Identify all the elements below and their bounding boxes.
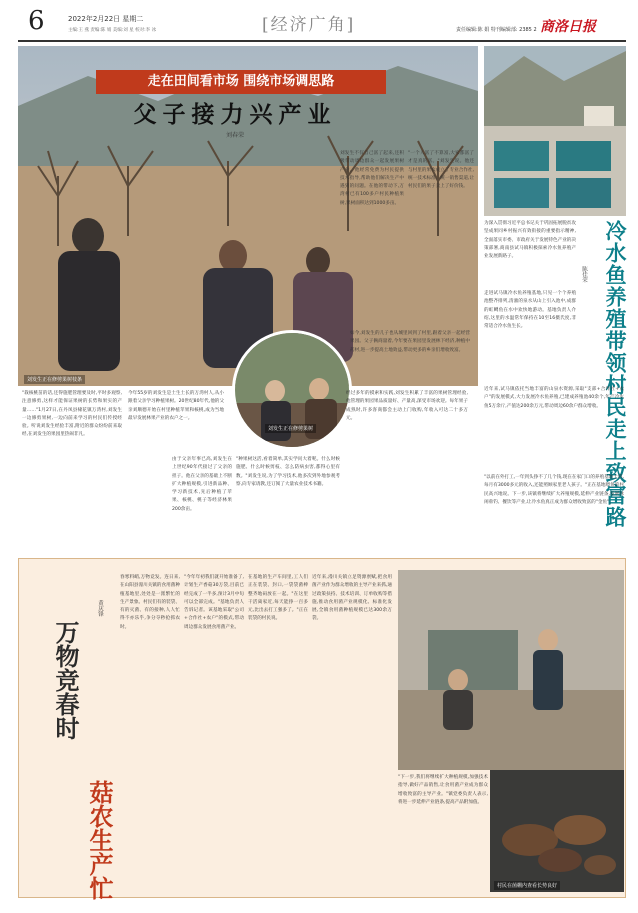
story2-col-1: 为深入贯彻习近平总书记关于巩固拓展脱贫攻坚成果同乡村振兴有效衔接的重要指示精神,全面落实市委、市政府关于发展特色产业的决策部署,商南县试马镇积极探索冷水鱼养殖产业发展新路子。 (484, 221, 576, 260)
edit-contact: 责任编辑:陈 娟 特刊编辑部: 2385 2 (456, 27, 537, 33)
story1-title: 父子接力兴产业 (133, 101, 337, 128)
story1-inset-photo (232, 330, 352, 450)
photo1-caption: 刘发生正在修剪果树枝条 (24, 375, 85, 384)
issue-date: 2022年2月22日 星期二 (68, 15, 144, 23)
header-rule (18, 40, 626, 42)
photo2-caption: 刘发生正在修剪果树 (265, 424, 316, 433)
editor-credits: 主编:王 燕 责编:陈 娟 美编:刘 星 校对:李 冰 (68, 28, 157, 33)
story3-col-4: 近年来,漫川关镇立足资源禀赋,把食用菌产业作为群众增收的主导产业来抓,通过政策扶持、技术培训、订单收购等措施,推动食用菌产业规模化、标准化发展,全镇食用菌种植规模已达300余万袋。 (312, 575, 392, 622)
story1-col-5: 经过多年的摸索和实践,刘发生积累了丰富的果树管理经验,他管理的果园果品质量好、产量高,深受市场欢迎。每年果子成熟时,许多客商都会主动上门收购,年收入可达二十多万元。 (346, 391, 468, 421)
story3-byline: 黄庆锋 (97, 600, 103, 617)
story3-photo-workers (398, 570, 624, 770)
story3-col-2: "今年年初我们就开始准备了,计划生产香菇30万袋,目前已经完成了一半多,预计3月中旬可以全部完成。"基地负责人告诉记者。该基地采取"公司+合作社+农户"的模式,带动周边群众发展食用菌产业。 (184, 575, 244, 630)
story2-title: 冷水鱼养殖带领村民走上致富路 (603, 220, 628, 528)
story1-cont-2: "一个人富了不算富,大家都富了才是真的富。"刘发生说。他还与村里的果农成立了专业合作社,统一技术标准、统一销售渠道,让村民们的果子卖上了好价钱。 (408, 151, 474, 190)
newspaper-logo: 商洛日报 (540, 19, 596, 35)
story1-col-4: "种果树这活,看着简单,其实学问大着呢。什么时候施肥、什么时候剪枝、怎么防病虫害,都得心里有数。"刘发生说,为了学习技术,他多次到外地参观考察,向专家请教,还订阅了大量农业技术书籍。 (236, 457, 340, 487)
story3-photo-mushrooms (490, 770, 624, 892)
story1-cont-1: 刘发生不仅自己富了起来,还积极带动周边群众一起发展果树产业。他经常免费为村民提供技术指导,帮助他们解决生产中遇到的问题。在他的带动下,万湾村已有100多户村民种植果树,果树面积达到1000多亩。 (340, 151, 404, 206)
story3-photo-caption: 村民在菌棚内查看长势良好 (494, 881, 560, 890)
page-number: 6 (28, 6, 45, 36)
story1-cont-3: 如今,刘发生的儿子也从城里回到了村里,跟着父亲一起经营果园。父子俩商量着,今年要在果园里发展林下经济,种植中药材,进一步提高土地效益,带动更多的乡亲们增收致富。 (350, 331, 470, 353)
story1-kicker: 走在田间看市场 围绕市场调思路 (96, 70, 386, 94)
story1-col-2: 今年55岁的刘发生是土生土长的万湾村人,从小跟着父亲学习种植果树。20世纪80年代,他的父亲刘顺德开始在村里种植苹果和核桃,成为当地最早发展林果产业的农户之一。 (128, 391, 224, 421)
story2-photo (484, 46, 626, 216)
story3-title-red: 菇农生产忙 (85, 780, 114, 900)
story2-col-4: "以前在外打工,一年到头挣不了几个钱,现在在家门口的养殖基地上班,每月有3000多元的收入,还能照顾家里老人孩子。"正在基地喂鱼的村民高兴地说。下一步,该镇将继续扩大养殖规模,延伸产业链条,发展休闲垂钓、餐饮等产业,让冷水鱼真正成为群众增收致富的"金鱼"。 (484, 475, 624, 505)
story3-col-3: 在基地的生产车间里,工人们正在装袋、封口,一袋袋菌棒整齐地码放在一起。"在这里干活离家近,每天能挣一百多元,比出去打工强多了。"正在装袋的村民说。 (248, 575, 308, 622)
story3-col-1: 春寒料峭,万物竞发。连日来,在山阳县漫川关镇的食用菌种植基地里,处处是一派繁忙的生产景象。村民们有的装袋、有的灭菌、有的接种,人人忙得不亦乐乎,争分夺秒抢抓农时。 (120, 575, 180, 630)
story1-col-3: 由于父亲年事已高,刘发生在上世纪90年代接过了父亲的担子。他在父亲的基础上不断扩大种植规模,引进新品种、学习新技术,先后种植了苹果、核桃、桃子等经济林果200余亩。 (172, 457, 232, 512)
story3-title-black: 万物竞春时 (51, 620, 80, 740)
story1-col-1: "栽核桃苗的话,还得施肥管理要及时,平时多观察,注意修剪,这样才能保证果树的长势和果实的产量……"1月27日,在丹凤县棣花镇万湾村,刘发生一边修剪果树,一边向前来学习的村民们传授经验。听说刘发生经验丰富,附近的群众纷纷前来取经,在刘发生的果园里热闹非凡。 (22, 391, 122, 438)
section-title: [经济广角] (262, 15, 356, 35)
story3-col-5: "下一步,我们将继续扩大种植规模,加强技术指导,做好产品销售,让食用菌产业成为群众增收致富的主导产业。"镇党委负责人表示,将进一步延伸产业链条,提高产品附加值。 (398, 775, 488, 805)
page-header (0, 0, 638, 40)
story1-byline: 刘春荣 (226, 132, 245, 139)
story2-col-3: 近年来,试马镇依托当地丰富的山泉水资源,采取"支部+合作社+农户"的发展模式,大力发展冷水鱼养殖,已建成养殖池40余个,年产冷水鱼5万余斤,产值达200余万元,带动周边60余户群众增收。 (484, 387, 624, 409)
story2-byline: 陈佳荣 (581, 266, 587, 283)
story2-col-2: 走进试马镇冷水鱼养殖基地,只见一个个养殖池整齐排列,清澈的泉水从山上引入池中,成群的虹鳟鱼在水中欢快地游动。基地负责人介绍,这里的水温常年保持在10至16摄氏度,非常适合冷水鱼生长。 (484, 291, 576, 330)
